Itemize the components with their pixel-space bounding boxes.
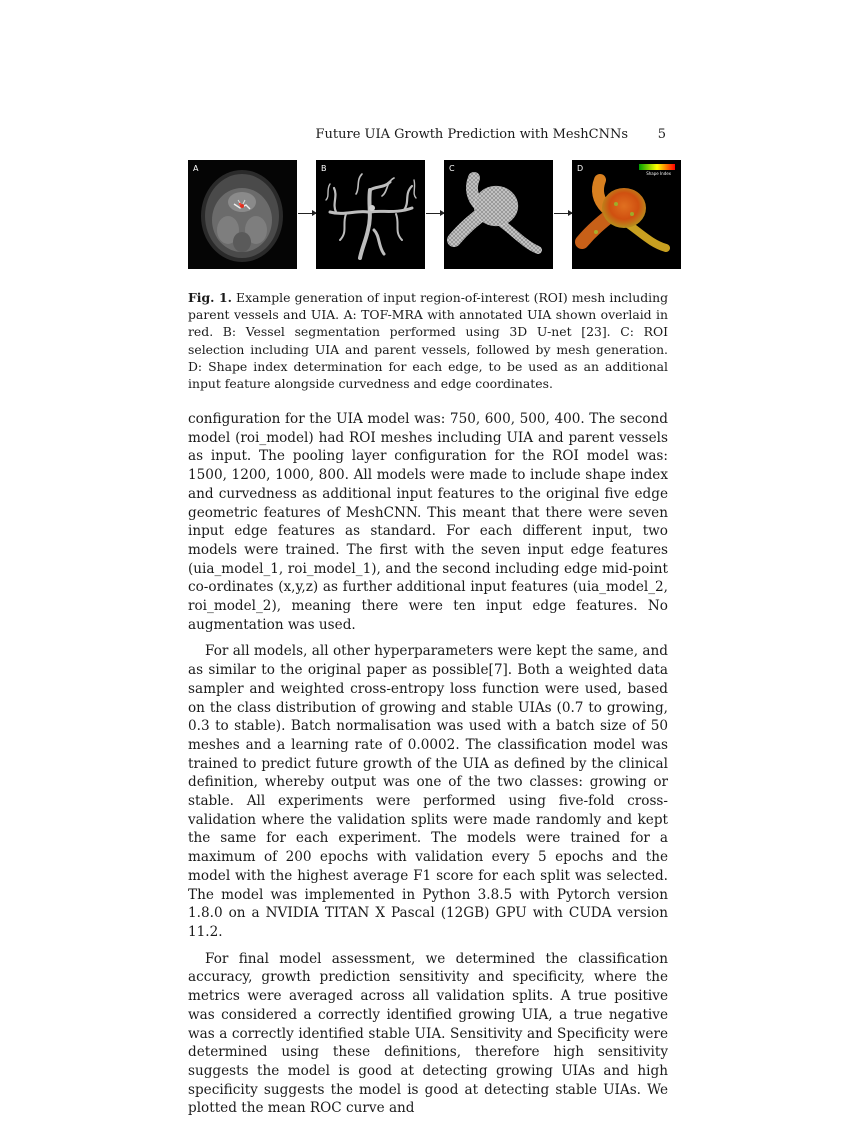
paragraph-2: For all models, all other hyperparameters were kept the same, and as similar to the original paper as possible[7]. Both a weighted data sampler and weighted cross-entropy loss function were used, based on the class distribution of growing and stable UIAs (0.7 to growing, 0.3 to stable). Batch normalisation was used with a batch size of 50 meshes and a learning rate of 0.0002. The classification model was trained to predict future growth of the UIA as defined by the clinical definition, whereby output was one of the two classes: growing or stable. All experiments were performed using five-fold cross-validation where the validation splits were made randomly and kept the same for each experiment. The models were trained for a maximum of 200 epochs with validation every 5 epochs and the model with the highest average F1 score for each split was selected. The model was implemented in Python 3.8.5 with Pytorch version 1.8.0 on a NVIDIA TITAN X Pascal (12GB) GPU with CUDA version 11.2. — [188, 643, 668, 940]
arrow-a-to-b — [298, 213, 316, 214]
roi-mesh-image — [444, 160, 553, 269]
panel-label-b: B — [321, 164, 327, 173]
panel-label-c: C — [449, 164, 455, 173]
shape-index-colorbar — [639, 164, 675, 170]
arrow-b-to-c — [426, 213, 444, 214]
figure-caption — [188, 289, 668, 392]
panel-d-shape-index — [572, 160, 681, 269]
figure-1 — [188, 160, 671, 272]
shape-index-legend-label: Shape Index — [646, 171, 671, 176]
page-header — [188, 127, 668, 145]
panel-label-a: A — [193, 164, 199, 173]
vessel-tree-image — [316, 160, 425, 269]
panel-c-roi-mesh — [444, 160, 553, 269]
caption-text: Example generation of input region-of-interest (ROI) mesh including parent vessels and UIA. A: TOF-MRA with annotated UIA shown overlaid in red. B: Vessel segmentation performed using 3D U-net [23]. C: ROI selection including UIA and parent vessels, followed by mesh generation. D: Shape index determination for each edge, to be used as an additional input feature alongside curvedness and edge coordinates. — [188, 290, 668, 392]
paragraph-1: configuration for the UIA model was: 750, 600, 500, 400. The second model (roi_model) had ROI meshes including UIA and parent vessels as input. The pooling layer configuration for the ROI model was: 1500, 1200, 1000, 800. All models were made to include shape index and curvedness as additional input features to the original five edge geometric features of MeshCNN. This meant that there were seven input edge features as standard. For each different input, two models were trained. The first with the seven input edge features (uia_model_1, roi_model_1), and the second including edge mid-point co-ordinates (x,y,z) as further additional input features (uia_model_2, roi_model_2), meaning there were ten input edge features. No augmentation was used. — [188, 411, 668, 633]
shape-index-image — [572, 160, 681, 269]
panel-label-d: D — [577, 164, 584, 173]
arrow-c-to-d — [554, 213, 572, 214]
body-text — [188, 410, 668, 1126]
paragraph-3: For final model assessment, we determined the classification accuracy, growth prediction sensitivity and specificity, where the metrics were averaged across all validation splits. A true positive was considered a correctly identified growing UIA, a true negative was a correctly identified stable UIA. Sensitivity and Specificity were determined using these definitions, therefore high sensitivity suggests the model is good at detecting growing UIAs and high specificity suggests the model is good at detecting stable UIAs. We plotted the mean ROC curve and — [188, 950, 668, 1117]
mra-slice-image — [188, 160, 297, 269]
panel-b-vessel-segmentation — [316, 160, 425, 269]
running-title: Future UIA Growth Prediction with MeshCNNs — [315, 127, 628, 142]
page-number: 5 — [657, 127, 666, 142]
caption-prefix: Fig. 1. — [188, 290, 232, 305]
panel-a-mra-image — [188, 160, 297, 269]
